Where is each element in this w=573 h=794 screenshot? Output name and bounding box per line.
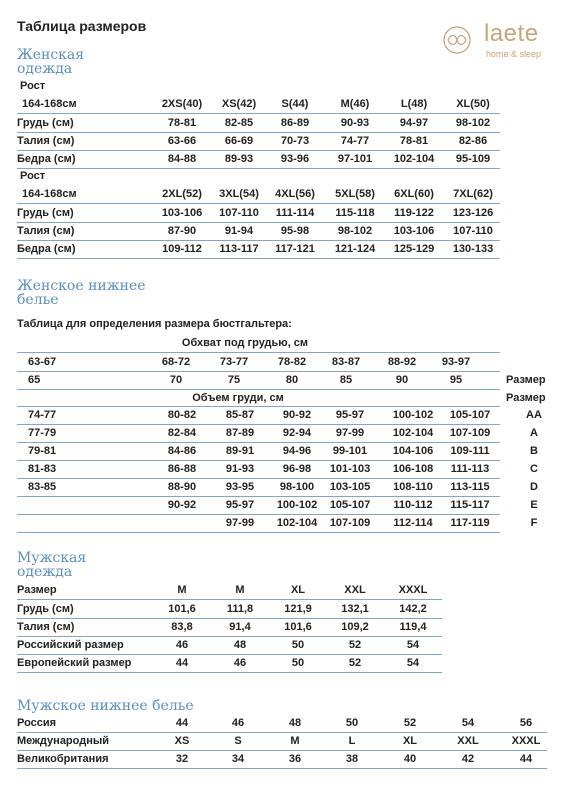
size-header: 2XL(52) [162,188,202,200]
section-title-men-underwear: Мужское нижнее белье [17,698,194,714]
bust-value: 95-97 [335,409,365,421]
bust-value: 92-94 [282,427,312,439]
underbust-range: 93-97 [441,356,471,368]
measure-value: 86-89 [280,117,310,129]
measure-value: 94-97 [399,117,429,129]
measure-value: 95-109 [455,153,491,165]
cup-size: F [530,517,538,529]
size-header: 3XL(54) [219,188,259,200]
measure-value: 50 [291,639,305,651]
measure-value: 111,8 [226,603,254,615]
measure-value: 107-110 [219,207,259,219]
measure-label: Российский размер [17,639,124,651]
underbust-header: Обхват под грудью, см [181,337,309,349]
row-divider [17,636,442,637]
size-value: 56 [519,717,533,729]
measure-label: Грудь (см) [17,207,74,219]
bust-value: 95-97 [225,499,255,511]
infinity-logo-icon [442,25,478,55]
measure-value: 46 [233,657,247,669]
measure-value: 113-117 [219,243,259,255]
measure-value: 125-129 [393,243,435,255]
measure-value: 52 [348,657,362,669]
measure-label: Талия (см) [17,225,75,237]
height-label: Рост [20,80,46,92]
underbust-size: 90 [395,374,409,386]
bust-value: 88-90 [167,481,197,493]
measure-value: 101,6 [168,603,196,615]
measure-value: 54 [406,657,420,669]
row-divider [17,478,500,479]
height-range: 164-168см [22,98,77,110]
row-divider [17,442,500,443]
bust-value: 90-92 [282,409,312,421]
measure-value: 82-85 [224,117,254,129]
measure-value: 115-118 [335,207,375,219]
measure-label: Талия (см) [17,135,75,147]
underbust-value: 81-83 [28,463,57,475]
cup-size: E [530,499,538,511]
size-header: S(44) [281,98,309,110]
underbust-size: 75 [227,374,241,386]
bust-value: 96-98 [282,463,312,475]
measure-label: Европейский размер [17,657,132,669]
row-divider [17,150,500,151]
row-divider [17,406,500,407]
measure-value: 52 [348,639,362,651]
size-header: XXXL [398,584,428,596]
measure-value: 48 [233,639,247,651]
logo-tagline: home & sleep [486,49,542,59]
size-value: L [348,735,356,747]
bust-value: 98-100 [279,481,315,493]
height-label: Рост [20,170,46,182]
bust-value: 104-106 [392,445,434,457]
measure-value: 119-122 [394,207,434,219]
bust-value: 84-86 [167,445,197,457]
measure-value: 142,2 [399,603,427,615]
bust-value: 97-99 [335,427,365,439]
measure-value: 103-106 [161,207,203,219]
measure-label: Грудь (см) [17,117,74,129]
bust-value: 102-104 [276,517,318,529]
row-divider [17,618,442,619]
row-divider [17,222,500,223]
row-divider [17,599,442,600]
measure-label: Грудь (см) [17,603,74,615]
size-value: 32 [175,753,189,765]
measure-value: 102-104 [393,153,435,165]
underbust-value: 74-77 [28,409,57,421]
measure-value: 44 [175,657,189,669]
bust-value: 90-92 [167,499,197,511]
size-label: Размер [506,374,546,386]
underbust-size: 80 [285,374,299,386]
bust-value: 105-107 [449,409,491,421]
size-value: XXL [457,735,479,747]
bust-value: 113-115 [450,481,490,493]
measure-value: 46 [175,639,189,651]
bust-value: 89-91 [225,445,255,457]
measure-value: 54 [406,639,420,651]
row-divider [17,389,500,390]
bust-value: 82-84 [167,427,197,439]
underbust-size: 95 [449,374,463,386]
cup-size: C [530,463,538,475]
measure-value: 109,2 [341,621,369,633]
measure-value: 78-81 [399,135,429,147]
size-value: 42 [461,753,475,765]
measure-value: 66-69 [224,135,254,147]
underbust-value: 79-81 [28,445,57,457]
size-header: 6XL(60) [394,188,434,200]
underbust-range: 88-92 [387,356,417,368]
size-value: 38 [345,753,359,765]
measure-value: 70-73 [280,135,310,147]
size-value: 44 [519,753,533,765]
height-range: 164-168см [22,188,77,200]
size-value: 54 [461,717,475,729]
bust-value: 108-110 [393,481,433,493]
row-divider [17,460,500,461]
bust-value: 93-95 [225,481,255,493]
size-header: XL [290,584,306,596]
size-value: XS [174,735,190,747]
bust-value: 105-107 [329,499,371,511]
bust-value: 86-88 [167,463,197,475]
underbust-size: 70 [169,374,183,386]
row-divider [17,168,500,169]
size-header: 4XL(56) [275,188,315,200]
measure-label: Международный [17,735,110,747]
bra-table-subtitle: Таблица для определения размера бюстгальтера: [17,318,292,330]
measure-value: 83,8 [171,621,193,633]
size-header: 2XS(40) [161,98,203,110]
row-divider [17,514,500,515]
measure-value: 74-77 [340,135,370,147]
bust-value: 103-105 [329,481,371,493]
size-value: 50 [345,717,359,729]
size-header: XXL [344,584,366,596]
bust-value: 112-114 [393,517,433,529]
measure-label: Талия (см) [17,621,75,633]
brand-logo [442,22,557,62]
cup-size: D [530,481,538,493]
measure-value: 121-124 [334,243,376,255]
measure-value: 87-90 [167,225,197,237]
size-value: XL [402,735,418,747]
bust-value: 110-112 [393,499,433,511]
measure-value: 97-101 [337,153,373,165]
logo-name: laete [484,20,539,47]
measure-value: 103-106 [393,225,435,237]
measure-value: 130-133 [452,243,494,255]
measure-value: 95-98 [280,225,310,237]
row-divider [17,496,500,497]
measure-label: Бедра (см) [17,153,76,165]
bust-value: 87-89 [225,427,255,439]
row-divider [17,424,500,425]
row-divider [17,258,500,259]
size-header: XS(42) [221,98,257,110]
bust-value: 102-104 [392,427,434,439]
row-divider [17,352,500,353]
measure-value: 84-88 [167,153,197,165]
measure-value: 109-112 [162,243,202,255]
measure-value: 117-121 [275,243,315,255]
size-value: 44 [175,717,189,729]
row-divider [17,371,500,372]
size-header: XL(50) [456,98,490,110]
measure-value: 98-102 [455,117,491,129]
bust-value: 99-101 [332,445,368,457]
measure-value: 101,6 [284,621,312,633]
bust-value: 101-103 [329,463,371,475]
bust-value: 117-119 [450,517,490,529]
bust-value: 91-93 [225,463,255,475]
underbust-range: 83-87 [331,356,361,368]
size-header: 5XL(58) [335,188,375,200]
size-value: 36 [288,753,302,765]
row-divider [17,203,500,204]
bust-value: 80-82 [167,409,197,421]
section-title-men-clothing: Мужская одежда [17,550,87,580]
measure-value: 121,9 [284,603,312,615]
measure-value: 119,4 [399,621,427,633]
measure-value: 63-66 [167,135,197,147]
bust-value: 107-109 [449,427,491,439]
underbust-range: 68-72 [161,356,191,368]
bust-value: 109-111 [450,445,490,457]
bust-value: 100-102 [392,409,434,421]
measure-label: Бедра (см) [17,243,76,255]
underbust-size: 65 [28,374,41,386]
size-header: M(46) [340,98,370,110]
measure-value: 123-126 [452,207,494,219]
size-header: M [235,584,245,596]
cup-size: AA [526,409,542,421]
section-title-women-clothing: Женская одежда [17,47,85,77]
row-divider [17,768,547,769]
measure-value: 89-93 [224,153,254,165]
underbust-value: 83-85 [28,481,57,493]
measure-value: 98-102 [337,225,373,237]
size-value: 34 [231,753,245,765]
cup-size: B [530,445,538,457]
measure-value: 91-94 [224,225,254,237]
underbust-range: 78-82 [277,356,307,368]
size-header-label: Размер [17,584,57,596]
measure-value: 90-93 [340,117,370,129]
size-header: 7XL(62) [453,188,493,200]
row-divider [17,240,500,241]
bust-header: Объем груди, см [192,392,284,404]
measure-value: 91,4 [229,621,251,633]
cup-label: Размер [506,392,546,404]
bust-value: 100-102 [276,499,318,511]
underbust-range: 63-67 [28,356,57,368]
row-divider [17,654,442,655]
page-title: Таблица размеров [17,18,147,34]
measure-value: 82-86 [458,135,488,147]
bust-value: 85-87 [225,409,255,421]
underbust-size: 85 [339,374,353,386]
size-value: XXXL [511,735,541,747]
measure-value: 50 [291,657,305,669]
row-divider [17,750,547,751]
measure-value: 111-114 [275,207,315,219]
underbust-value: 77-79 [28,427,57,439]
cup-size: A [530,427,538,439]
size-header: M [177,584,187,596]
size-value: S [234,735,242,747]
size-value: 48 [288,717,302,729]
bust-value: 107-109 [329,517,371,529]
measure-value: 93-96 [280,153,310,165]
row-divider [17,132,500,133]
measure-value: 107-110 [453,225,493,237]
bust-value: 94-96 [282,445,312,457]
size-value: M [290,735,300,747]
size-value: 46 [231,717,245,729]
bust-value: 106-108 [392,463,434,475]
row-divider [17,672,442,673]
measure-label: Россия [17,717,57,729]
bust-value: 115-117 [450,499,490,511]
bust-value: 111-113 [450,463,490,475]
size-value: 40 [403,753,417,765]
section-title-women-underwear: Женское нижнее белье [17,278,146,308]
measure-value: 78-81 [167,117,197,129]
row-divider [17,732,547,733]
bust-value: 97-99 [225,517,255,529]
row-divider [17,113,500,114]
underbust-range: 73-77 [219,356,249,368]
row-divider [17,532,500,533]
measure-value: 132,1 [341,603,369,615]
size-header: L(48) [400,98,428,110]
measure-label: Великобритания [17,753,109,765]
size-value: 52 [403,717,417,729]
